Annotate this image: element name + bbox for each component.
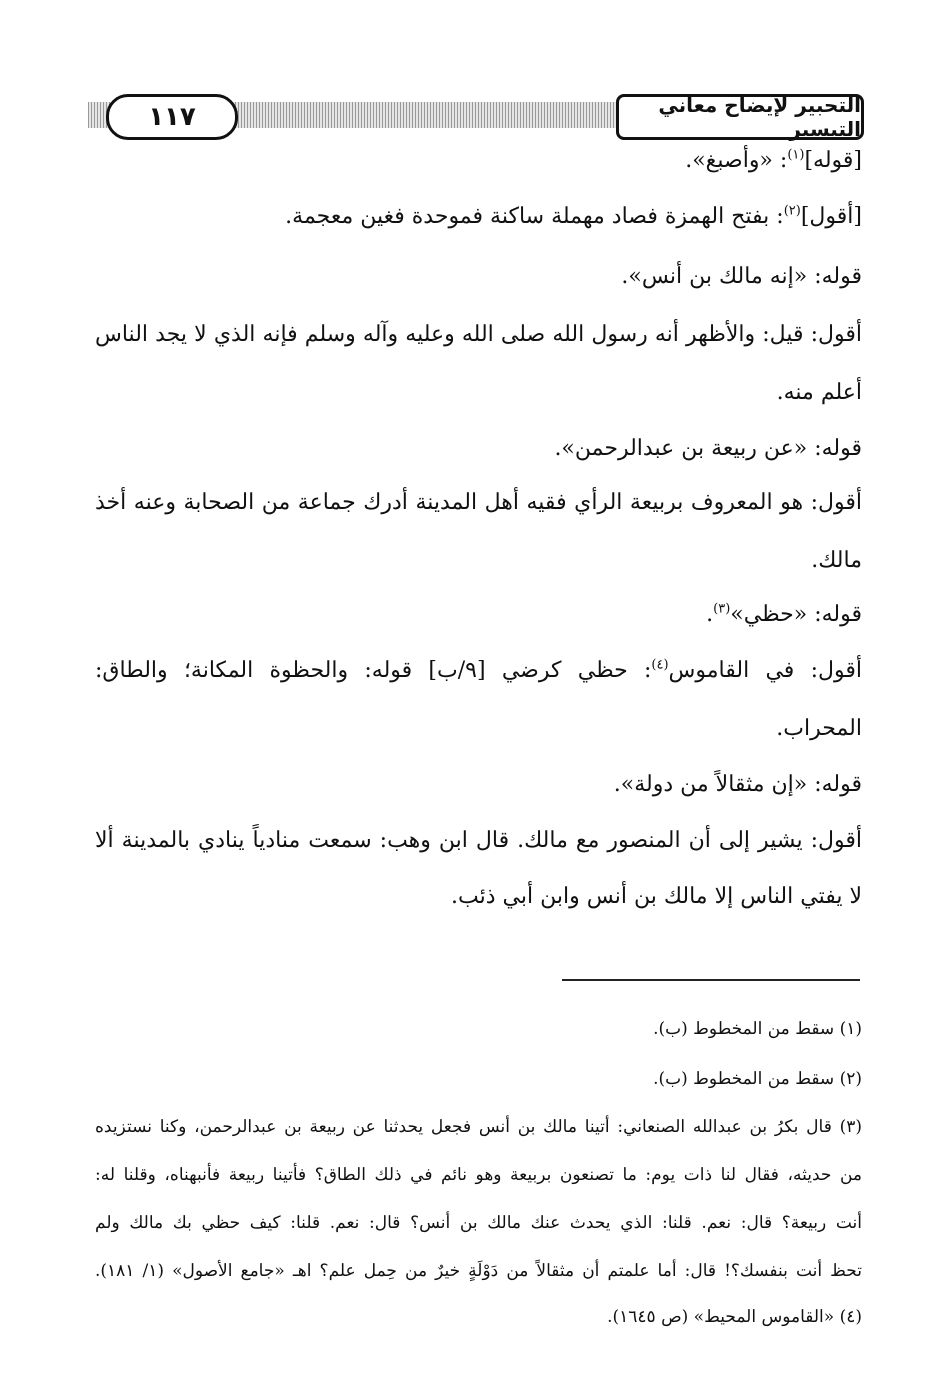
footnote-line: (١) سقط من المخطوط (ب). [653,1019,862,1039]
book-title: التحبير لإيضاح معاني التيسير [616,94,864,140]
page-header [88,94,864,140]
body-line: [قوله]$^{(١)}$: «وأصبغ». [685,147,862,173]
body-line: أقول: قيل: والأظهر أنه رسول الله صلى الله وعليه وآله وسلم فإنه الذي لا يجد الناس [95,322,862,347]
footnote-line: أنت ربيعة؟ قال: نعم. قلنا: الذي يحدث عنك مالك بن أنس؟ قال: نعم. قلنا: كيف حظي بك مالك ولم [95,1213,862,1233]
body-line: أعلم منه. [776,380,862,405]
body-line: أقول: في القاموس$^{(٤)}$: حظي كرضي [٩/ب] قوله: والحظوة المكانة؛ والطاق: [95,657,862,683]
body-line: لا يفتي الناس إلا مالك بن أنس وابن أبي ذئب. [451,884,862,909]
body-line: قوله: «إن مثقالاً من دولة». [613,772,862,797]
footnote-line: تحظ أنت بنفسك؟! قال: أما علمتم أن مثقالاً من دَوْلَةٍ خيرٌ من حِمل علم؟ اهـ «جامع الأصول» (١/ ١٨١). [95,1261,862,1281]
footnote-separator [562,979,860,981]
footnote-line: (٣) قال بكرُ بن عبدالله الصنعاني: أتينا مالك بن أنس فجعل يحدثنا عن ربيعة بن عبدالرحمن، وكنا نستزيده [95,1117,862,1137]
body-line: أقول: هو المعروف بربيعة الرأي فقيه أهل المدينة أدرك جماعة من الصحابة وعنه أخذ [95,490,862,515]
page-number: ١١٧ [106,94,238,140]
body-line: قوله: «حظي»$^{(٣)}$. [706,601,862,627]
body-line: قوله: «عن ربيعة بن عبدالرحمن». [554,436,862,461]
footnote-line: من حديثه، فقال لنا ذات يوم: ما تصنعون بربيعة وهو نائم في ذلك الطاق؟ فأتينا ربيعة فأنبهناه، وقلنا له: [95,1165,862,1185]
footnote-line: (٤) «القاموس المحيط» (ص ١٦٤٥). [607,1307,862,1327]
footnote-line: (٢) سقط من المخطوط (ب). [653,1069,862,1089]
body-line: أقول: يشير إلى أن المنصور مع مالك. قال ابن وهب: سمعت منادياً ينادي بالمدينة ألا [95,828,862,853]
body-line: [أقول]$^{(٢)}$: بفتح الهمزة فصاد مهملة ساكنة فموحدة فغين معجمة. [285,203,862,229]
body-line: مالك. [811,548,862,573]
body-line: المحراب. [776,716,862,741]
body-line: قوله: «إنه مالك بن أنس». [621,264,862,289]
